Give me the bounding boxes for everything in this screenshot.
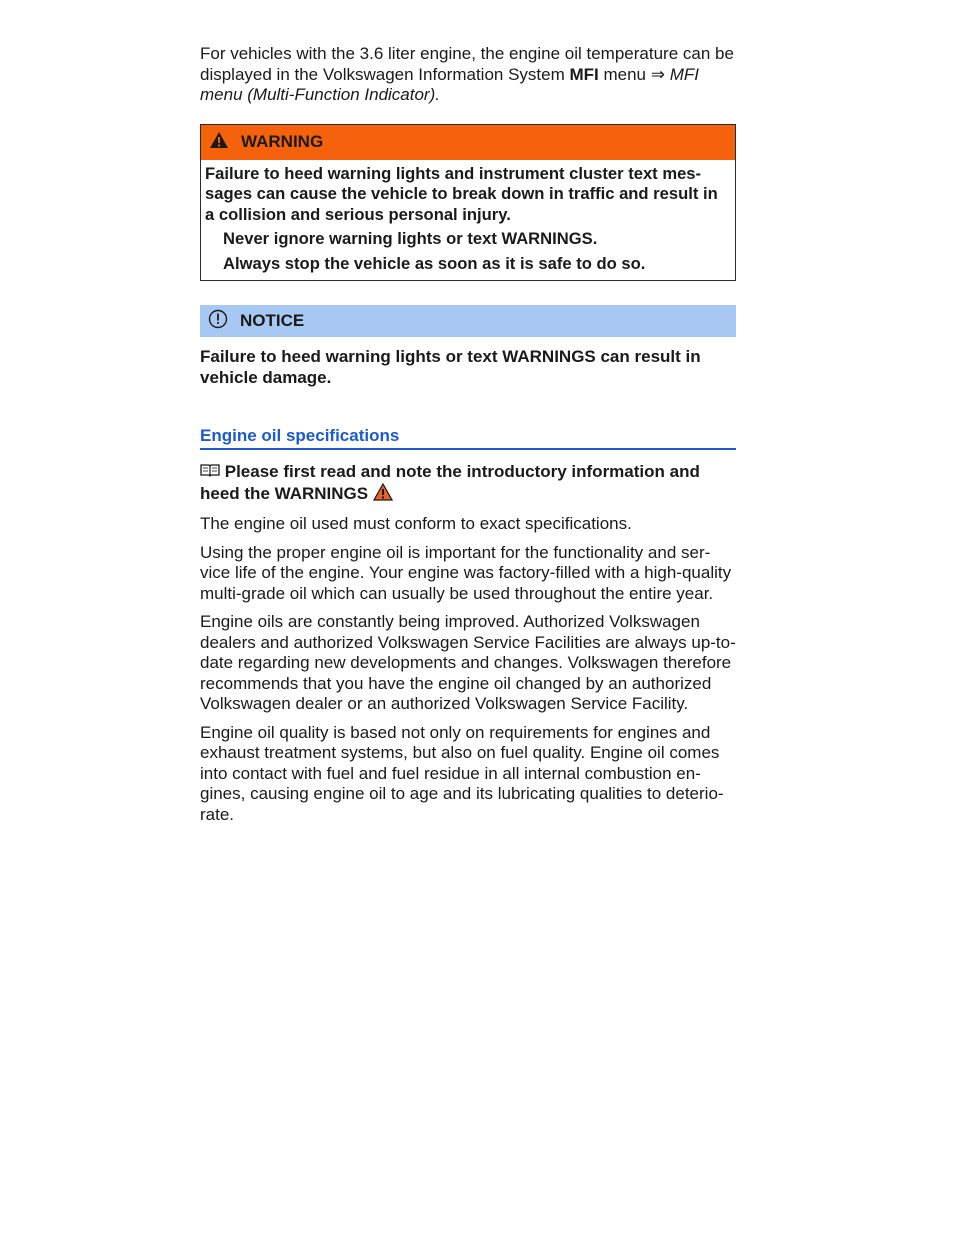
intro-text: For vehicles with the 3.6 liter engine, the engine oil temperature can be displayed in the Volkswagen Information System (200, 44, 734, 84)
intro-paragraph (200, 44, 736, 106)
notice-text: Failure to heed warning lights or text WARNINGS can result in vehicle damage. (200, 347, 701, 387)
warning-header (201, 125, 735, 160)
warning-item: Always stop the vehicle as soon as it is safe to do so. (223, 253, 646, 273)
body-paragraph: The engine oil used must conform to exact specifications. (200, 514, 632, 534)
body-paragraph: Engine oils are constantly being improved. Authorized Volkswagen dealers and authorized Volkswagen Service Facilities are always up-to-date regarding new developments and changes. Volkswagen therefore recommends that you have the engine oil changed by an authorized Volkswagen dealer or an authorized Volkswagen Service Facility. (200, 612, 736, 714)
warning-item: Never ignore warning lights or text WARNINGS. (223, 229, 598, 248)
warning-title: WARNING (241, 132, 324, 151)
warning-box (200, 124, 736, 282)
open-book-icon (200, 462, 220, 483)
read-first-text: Please first read and note the introductory information and heed the WARNINGS (200, 462, 700, 503)
body-paragraph: Using the proper engine oil is important for the functionality and ser-vice life of the engine. Your engine was factory-filled with a high-quality multi-grade oil which can usually be used throughout the entire year. (200, 542, 732, 603)
warning-triangle-icon (209, 131, 229, 154)
read-first-note (200, 462, 736, 506)
page-content (200, 44, 736, 825)
intro-arrow-text: menu ⇒ (598, 64, 670, 84)
body-paragraph: Engine oil quality is based not only on requirements for engines and exhaust treatment systems, but also on fuel quality. Engine oil comes into contact with fuel and fuel residue in all internal combustion en-gines, causing engine oil to age and its lubricating qualities to deterio-rate. (200, 722, 724, 824)
section-heading: Engine oil specifications (200, 426, 736, 450)
warning-body (201, 160, 735, 281)
warning-text: Failure to heed warning lights and instrument cluster text mes-sages can cause the vehicle to break down in traffic and result in a collision and serious personal injury. (205, 163, 718, 224)
exclamation-circle-icon (208, 309, 228, 334)
notice-header (200, 305, 736, 337)
mfi-menu-reference[interactable]: MFI menu (Multi-Function Indicator). (200, 64, 699, 104)
mfi-menu-label: MFI (569, 64, 599, 84)
warning-triangle-icon[interactable] (373, 483, 393, 507)
notice-title: NOTICE (240, 311, 305, 330)
